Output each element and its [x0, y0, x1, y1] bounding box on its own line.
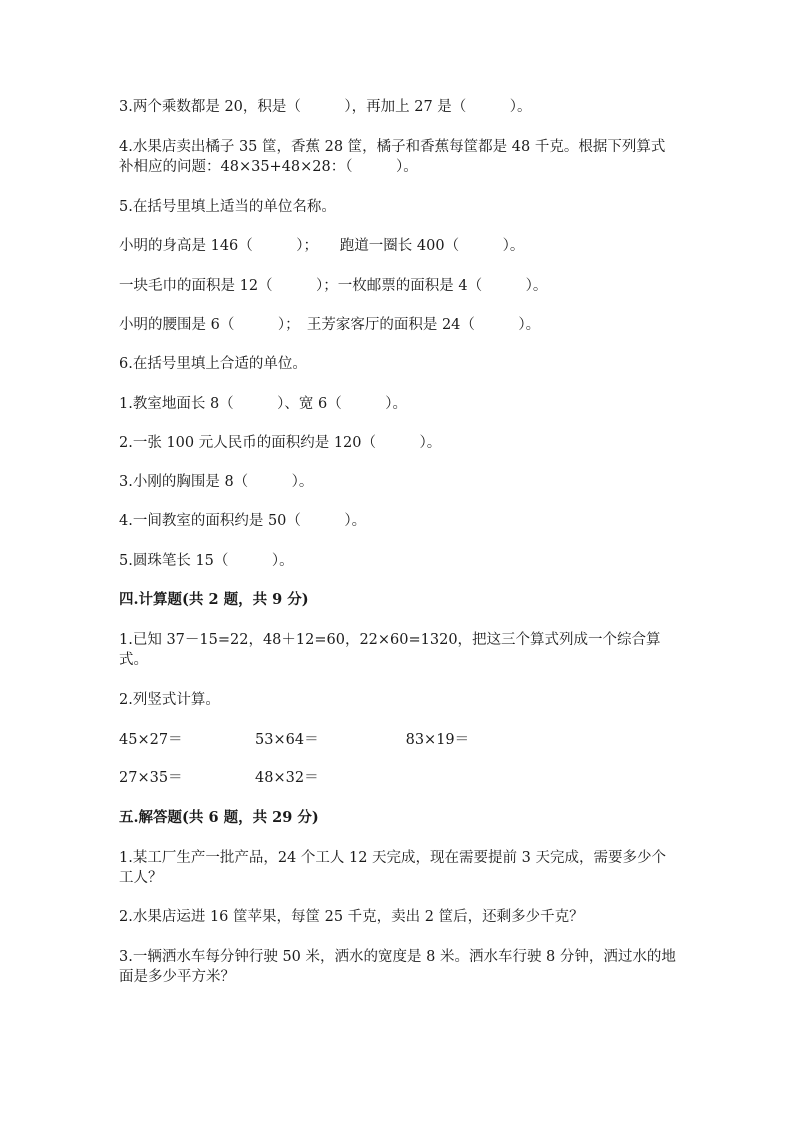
section-heading-calculation: 四.计算题(共 2 题，共 9 分) — [119, 591, 309, 608]
units-pen-length: 5.圆珠笔长 15（ ）。 — [119, 553, 294, 569]
question-5-units-prompt: 5.在括号里填上适当的单位名称。 — [119, 199, 336, 215]
question-6-units-prompt: 6.在括号里填上合适的单位。 — [119, 356, 307, 372]
units-banknote-area: 2.一张 100 元人民币的面积约是 120（ ）。 — [119, 435, 442, 451]
question-4-fruit-store: 4.水果店卖出橘子 35 筐，香蕉 28 筐，橘子和香蕉每筐都是 48 千克。根据下列算式补相应的问题：48×35+48×28：（ ）。 — [119, 139, 666, 175]
question-3-product: 3.两个乘数都是 20，积是（ ），再加上 27 是（ ）。 — [119, 99, 532, 115]
calc-question-1: 1.已知 37－15=22，48＋12=60，22×60=1320，把这三个算式列成一个综合算式。 — [119, 632, 661, 668]
word-problem-2: 2.水果店运进 16 筐苹果，每筐 25 千克，卖出 2 筐后，还剩多少千克？ — [119, 909, 584, 925]
vertical-calc-row-2: 27×35＝ 48×32＝ — [119, 770, 319, 786]
units-towel-stamp: 一块毛巾的面积是 12（ ）；一枚邮票的面积是 4（ ）。 — [119, 278, 548, 294]
calc-question-2-prompt: 2.列竖式计算。 — [119, 692, 220, 708]
vertical-calc-row-1: 45×27＝ 53×64＝ 83×19＝ — [119, 732, 470, 748]
word-problem-1: 1.某工厂生产一批产品，24 个工人 12 天完成，现在需要提前 3 天完成，需要多少个工人？ — [119, 850, 667, 886]
units-chest: 3.小刚的胸围是 8（ ）。 — [119, 474, 314, 490]
word-problem-3: 3.一辆洒水车每分钟行驶 50 米，洒水的宽度是 8 米。洒水车行驶 8 分钟，洒过水的地面是多少平方米？ — [119, 949, 676, 985]
units-waist-living-room: 小明的腰围是 6（ ）； 王芳家客厅的面积是 24（ ）。 — [119, 317, 541, 333]
section-heading-word-problems: 五.解答题(共 6 题，共 29 分) — [119, 809, 319, 826]
units-classroom-floor: 1.教室地面长 8（ ）、宽 6（ ）。 — [119, 396, 408, 412]
units-height-track: 小明的身高是 146（ ）； 跑道一圈长 400（ ）。 — [119, 238, 525, 254]
units-classroom-area: 4.一间教室的面积约是 50（ ）。 — [119, 513, 367, 529]
